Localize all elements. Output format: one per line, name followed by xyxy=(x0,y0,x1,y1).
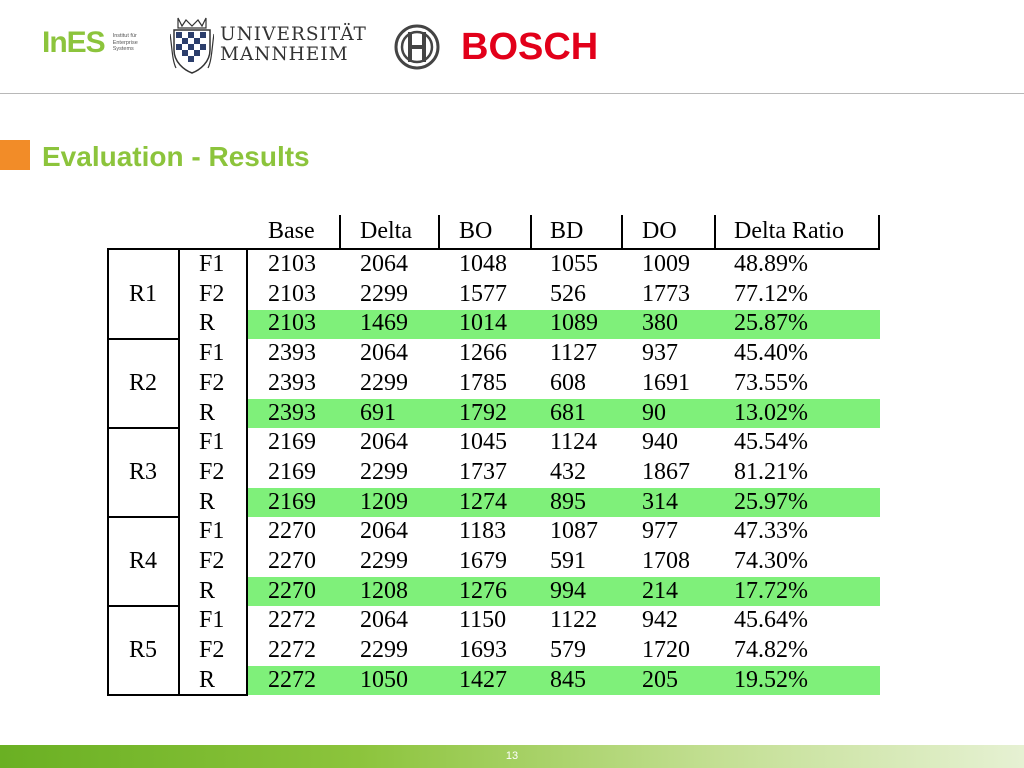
footer-bar xyxy=(0,745,1024,768)
cell-delta: 2299 xyxy=(360,369,408,396)
row-type: F2 xyxy=(199,548,225,574)
cell-base: 2103 xyxy=(268,310,316,337)
cell-ratio: 25.97% xyxy=(734,488,808,515)
cell-bo: 1785 xyxy=(459,369,507,396)
cell-bo: 1427 xyxy=(459,666,507,693)
ines-logo xyxy=(42,28,153,58)
cell-bo: 1150 xyxy=(459,607,507,634)
header-divider xyxy=(0,93,1024,94)
bosch-wordmark: BOSCH xyxy=(461,26,599,68)
cell-delta: 1208 xyxy=(360,577,408,604)
results-table xyxy=(107,215,880,696)
table-row xyxy=(107,458,880,488)
cell-delta: 1469 xyxy=(360,310,408,337)
cell-bd: 526 xyxy=(550,280,586,307)
cell-bd: 994 xyxy=(550,577,586,604)
header-separator xyxy=(530,215,532,248)
cell-delta: 2064 xyxy=(360,518,408,545)
cell-bo: 1045 xyxy=(459,429,507,456)
ines-logo-subtitle: Institut für Enterprise Systems xyxy=(112,33,138,53)
table-row xyxy=(107,666,880,696)
group-label: R5 xyxy=(128,637,157,664)
header-separator xyxy=(621,215,623,248)
university-name-line2: MANNHEIM xyxy=(220,44,349,65)
table-row xyxy=(107,577,880,607)
group-label: R1 xyxy=(128,281,157,307)
table-row xyxy=(107,488,880,518)
cell-base: 2169 xyxy=(268,488,316,515)
header-rule xyxy=(107,248,880,250)
cell-ratio: 81.21% xyxy=(734,458,808,485)
cell-bo: 1737 xyxy=(459,458,507,485)
cell-ratio: 74.82% xyxy=(734,637,808,664)
slide-title: Evaluation - Results xyxy=(42,141,310,172)
cell-ratio: 74.30% xyxy=(734,548,808,574)
column-header-base: Base xyxy=(268,218,315,244)
cell-base: 2272 xyxy=(268,666,316,693)
group-label: R2 xyxy=(128,370,157,397)
cell-bo: 1792 xyxy=(459,399,507,426)
cell-ratio: 48.89% xyxy=(734,251,808,277)
cell-bd: 681 xyxy=(550,399,586,426)
cell-base: 2270 xyxy=(268,548,316,574)
cell-do: 1691 xyxy=(642,369,690,396)
cell-ratio: 47.33% xyxy=(734,518,808,545)
cell-bd: 845 xyxy=(550,666,586,693)
row-type: R xyxy=(199,399,216,426)
cell-base: 2393 xyxy=(268,340,316,367)
table-row xyxy=(107,547,880,577)
row-type: R xyxy=(199,577,216,604)
cell-bd: 1089 xyxy=(550,310,598,337)
page-number: 13 xyxy=(505,750,519,762)
cell-ratio: 25.87% xyxy=(734,310,808,337)
cell-delta: 2299 xyxy=(360,637,408,664)
cell-base: 2270 xyxy=(268,577,316,604)
table-row xyxy=(107,339,880,369)
column-header-delta: Delta xyxy=(360,218,412,244)
university-name xyxy=(220,25,367,65)
cell-base: 2169 xyxy=(268,458,316,485)
cell-bo: 1183 xyxy=(459,518,507,545)
university-crest-icon xyxy=(170,16,214,74)
cell-bd: 591 xyxy=(550,548,586,574)
cell-bo: 1274 xyxy=(459,488,507,515)
cell-ratio: 45.64% xyxy=(734,607,808,634)
row-type: F2 xyxy=(199,369,225,396)
cell-bd: 1055 xyxy=(550,251,598,277)
column-header-delta-ratio: Delta Ratio xyxy=(734,218,844,244)
title-marker xyxy=(0,140,30,170)
cell-bo: 1577 xyxy=(459,280,507,307)
cell-bd: 1127 xyxy=(550,340,598,367)
table-row xyxy=(107,399,880,429)
row-type: R xyxy=(199,666,216,693)
cell-bd: 608 xyxy=(550,369,586,396)
row-type: F1 xyxy=(199,607,225,634)
column-header-do: DO xyxy=(642,218,677,244)
cell-delta: 691 xyxy=(360,399,396,426)
cell-do: 1009 xyxy=(642,251,690,277)
cell-delta: 2064 xyxy=(360,607,408,634)
bosch-logo xyxy=(393,23,598,71)
table-row xyxy=(107,309,880,339)
cell-bd: 1087 xyxy=(550,518,598,545)
row-type: F1 xyxy=(199,340,225,367)
cell-bd: 579 xyxy=(550,637,586,664)
cell-delta: 2064 xyxy=(360,340,408,367)
header-separator xyxy=(878,215,880,248)
cell-bo: 1014 xyxy=(459,310,507,337)
column-header-bd: BD xyxy=(550,218,584,244)
cell-ratio: 77.12% xyxy=(734,280,808,307)
cell-delta: 2064 xyxy=(360,251,408,277)
group-label: R3 xyxy=(128,459,157,486)
ines-logo-word: InES xyxy=(42,26,105,59)
group-label: R4 xyxy=(128,548,157,575)
header-separator xyxy=(438,215,440,248)
row-type: F2 xyxy=(199,458,225,485)
cell-base: 2103 xyxy=(268,280,316,307)
cell-do: 977 xyxy=(642,518,678,545)
cell-base: 2169 xyxy=(268,429,316,456)
cell-bd: 895 xyxy=(550,488,586,515)
cell-bd: 1122 xyxy=(550,607,598,634)
cell-do: 937 xyxy=(642,340,678,367)
table-row xyxy=(107,517,880,547)
cell-bd: 1124 xyxy=(550,429,598,456)
cell-base: 2272 xyxy=(268,607,316,634)
table-left-border xyxy=(107,248,109,696)
cell-bo: 1679 xyxy=(459,548,507,574)
table-row xyxy=(107,606,880,636)
header-separator xyxy=(714,215,716,248)
cell-delta: 2299 xyxy=(360,548,408,574)
cell-do: 90 xyxy=(642,399,666,426)
cell-delta: 2064 xyxy=(360,429,408,456)
cell-base: 2393 xyxy=(268,399,316,426)
group-separator xyxy=(178,248,180,696)
row-type: F2 xyxy=(199,637,225,664)
cell-delta: 2299 xyxy=(360,280,408,307)
row-type: F1 xyxy=(199,251,225,277)
cell-delta: 2299 xyxy=(360,458,408,485)
university-name-line1: UNIVERSITÄT xyxy=(220,24,367,45)
row-type: R xyxy=(199,310,216,337)
cell-ratio: 45.40% xyxy=(734,340,808,367)
row-type: F1 xyxy=(199,518,225,545)
cell-ratio: 13.02% xyxy=(734,399,808,426)
cell-do: 1773 xyxy=(642,280,690,307)
cell-ratio: 45.54% xyxy=(734,429,808,456)
cell-base: 2270 xyxy=(268,518,316,545)
cell-do: 1708 xyxy=(642,548,690,574)
cell-base: 2393 xyxy=(268,369,316,396)
table-row xyxy=(107,250,880,280)
cell-do: 940 xyxy=(642,429,678,456)
cell-bd: 432 xyxy=(550,458,586,485)
table-row xyxy=(107,636,880,666)
bosch-armature-icon xyxy=(393,23,441,71)
column-header-bo: BO xyxy=(459,218,493,244)
row-type: F1 xyxy=(199,429,225,456)
table-row xyxy=(107,280,880,310)
cell-bo: 1048 xyxy=(459,251,507,277)
cell-base: 2103 xyxy=(268,251,316,277)
university-mannheim-logo xyxy=(170,16,367,74)
cell-delta: 1209 xyxy=(360,488,408,515)
cell-ratio: 17.72% xyxy=(734,577,808,604)
cell-ratio: 19.52% xyxy=(734,666,808,693)
header-separator xyxy=(339,215,341,248)
cell-do: 942 xyxy=(642,607,678,634)
cell-bo: 1266 xyxy=(459,340,507,367)
table-row xyxy=(107,369,880,399)
cell-delta: 1050 xyxy=(360,666,408,693)
cell-base: 2272 xyxy=(268,637,316,664)
table-row xyxy=(107,428,880,458)
cell-bo: 1276 xyxy=(459,577,507,604)
row-type: F2 xyxy=(199,280,225,307)
cell-do: 1720 xyxy=(642,637,690,664)
type-separator xyxy=(246,248,248,696)
row-type: R xyxy=(199,488,216,515)
cell-do: 214 xyxy=(642,577,678,604)
cell-do: 1867 xyxy=(642,458,690,485)
cell-bo: 1693 xyxy=(459,637,507,664)
cell-ratio: 73.55% xyxy=(734,369,808,396)
cell-do: 314 xyxy=(642,488,678,515)
cell-do: 205 xyxy=(642,666,678,693)
cell-do: 380 xyxy=(642,310,678,337)
